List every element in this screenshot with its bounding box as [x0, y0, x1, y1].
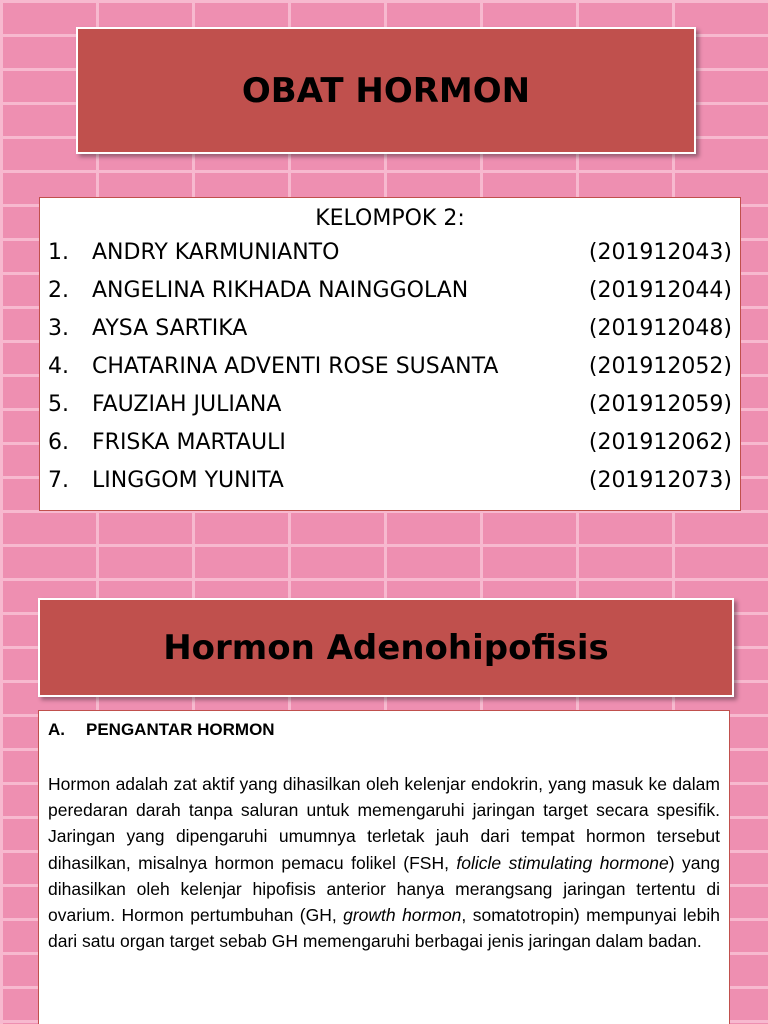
member-id: (201912048): [588, 316, 732, 341]
slide-title: Hormon Adenohipofisis: [163, 627, 609, 668]
member-row: [40, 234, 740, 272]
section-heading: [48, 719, 720, 741]
paragraph-italic-term: growth hormon: [343, 905, 462, 926]
member-number: 6.: [48, 430, 69, 455]
section-heading-text: PENGANTAR HORMON: [86, 720, 275, 739]
member-number: 4.: [48, 354, 69, 379]
member-row: [40, 348, 740, 386]
member-number: 5.: [48, 392, 69, 417]
member-row: [40, 462, 740, 500]
section-letter: A.: [48, 720, 65, 739]
paragraph-text: Hormon adalah zat aktif yang dihasilkan oleh kelenjar endokrin, yang masuk ke dalam peredaran darah tanpa saluran untuk memengaruhi jaringan target secara spesifik. Jaringan yang dipengaruhi umumnya terletak jauh dari tempat hormon tersebut dihasilkan, misalnya hormon pemacu folikel (FSH,: [48, 774, 720, 873]
member-name: ANDRY KARMUNIANTO: [92, 240, 340, 265]
member-number: 1.: [48, 240, 69, 265]
member-id: (201912044): [588, 278, 732, 303]
paragraph-text: ) yang dihasilkan oleh kelenjar hipofisis anterior hanya merangsang jaringan tertentu di ovarium. Hormon pertumbuhan (GH,: [48, 852, 720, 926]
title-banner-hormon-adenohipofisis: [38, 598, 734, 697]
member-id: (201912043): [588, 240, 732, 265]
paragraph-text: , somatotropin) mempunyai lebih dari satu organ target sebab GH memengaruhi berbagai jenis jaringan dalam badan.: [48, 905, 720, 952]
member-number: 2.: [48, 278, 69, 303]
member-name: CHATARINA ADVENTI ROSE SUSANTA: [92, 354, 499, 379]
body-paragraph: [48, 771, 720, 954]
member-row: [40, 424, 740, 462]
group-label: KELOMPOK 2:: [315, 206, 465, 231]
group-member-list: [39, 197, 741, 511]
member-name: AYSA SARTIKA: [92, 316, 248, 341]
member-id: (201912062): [588, 430, 732, 455]
member-number: 7.: [48, 468, 69, 493]
paragraph-italic-term: folicle stimulating hormone: [456, 852, 669, 873]
member-name: FAUZIAH JULIANA: [92, 392, 282, 417]
content-panel: [38, 710, 730, 1024]
member-number: 3.: [48, 316, 69, 341]
member-row: [40, 386, 740, 424]
member-name: LINGGOM YUNITA: [92, 468, 284, 493]
title-banner-obat-hormon: [76, 27, 696, 154]
member-id: (201912052): [588, 354, 732, 379]
member-id: (201912059): [588, 392, 732, 417]
member-name: FRISKA MARTAULI: [92, 430, 286, 455]
member-row: [40, 272, 740, 310]
member-id: (201912073): [588, 468, 732, 493]
member-row: [40, 310, 740, 348]
slide-title: OBAT HORMON: [241, 70, 531, 111]
member-name: ANGELINA RIKHADA NAINGGOLAN: [92, 278, 469, 303]
